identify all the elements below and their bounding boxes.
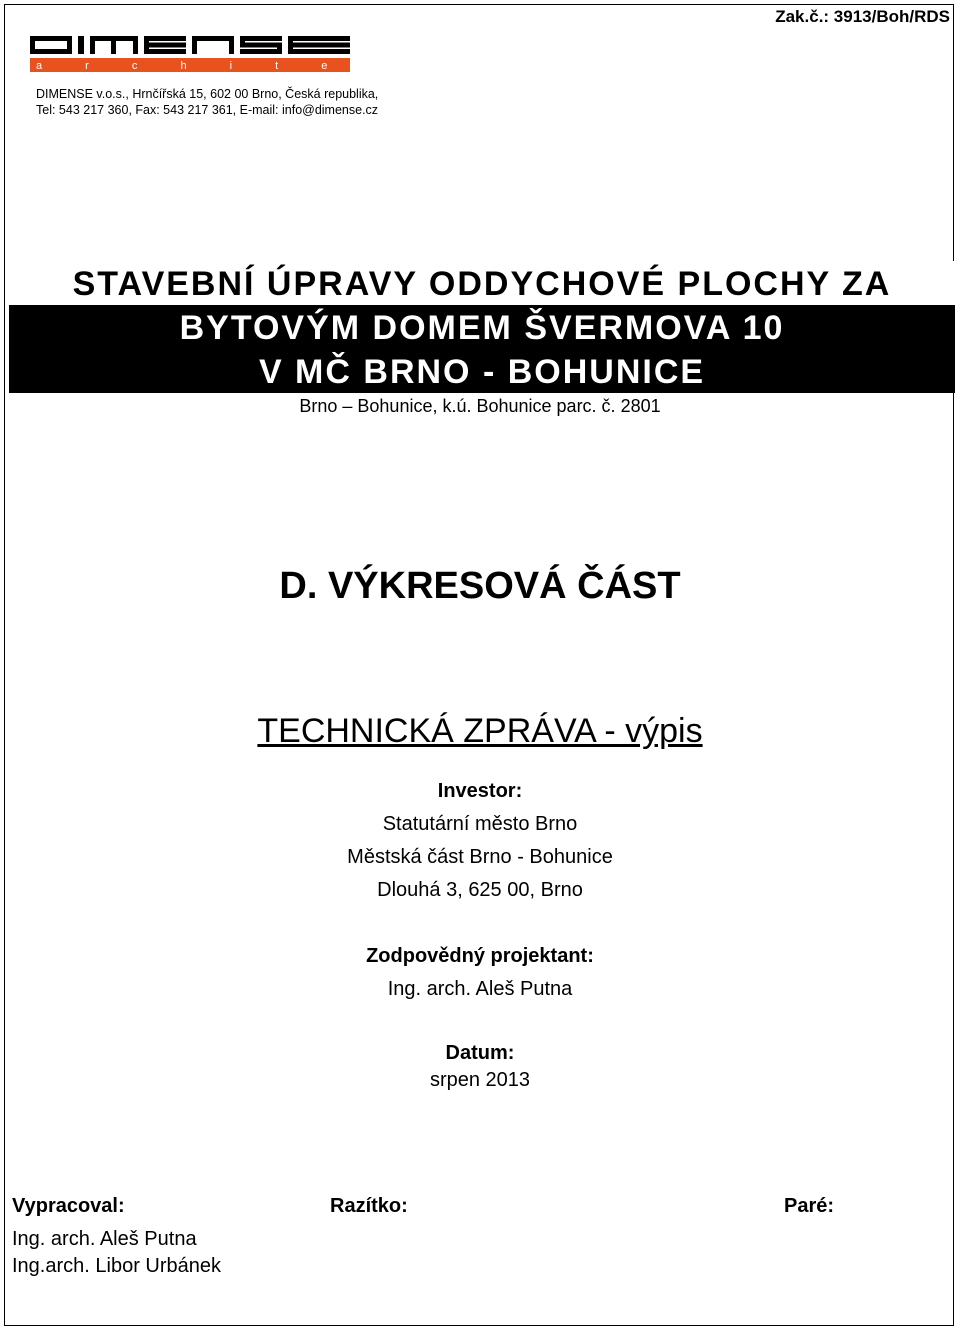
order-number: Zak.č.: 3913/Boh/RDS [775, 7, 950, 26]
project-location: Brno – Bohunice, k.ú. Bohunice parc. č. 2801 [299, 396, 661, 416]
logo-subtext: a r c h i t e c t s [36, 60, 491, 72]
investor-line-2: Městská část Brno - Bohunice [347, 846, 613, 868]
prepared-by-label: Vypracoval: [12, 1195, 125, 1217]
designer-name: Ing. arch. Aleš Putna [387, 978, 573, 1000]
title-line-1: STAVEBNÍ ÚPRAVY ODDYCHOVÉ PLOCHY ZA [9, 261, 955, 305]
investor-line-3: Dlouhá 3, 625 00, Brno [377, 879, 583, 901]
section-heading: D. VÝKRESOVÁ ČÁST [279, 565, 681, 607]
stamp-label: Razítko: [330, 1195, 408, 1217]
page-frame [4, 4, 954, 1326]
investor-block [0, 775, 960, 907]
company-contact: Tel: 543 217 360, Fax: 543 217 361, E-mail: info@dimense.cz [36, 103, 379, 117]
date-label: Datum: [445, 1042, 515, 1064]
company-address: DIMENSE v.o.s., Hrnčířská 15, 602 00 Brno, Česká republika, [36, 87, 379, 101]
document-title: TECHNICKÁ ZPRÁVA - výpis [257, 712, 703, 750]
copies-label: Paré: [784, 1195, 835, 1217]
designer-block [0, 940, 960, 1006]
prepared-by-name-1: Ing. arch. Aleš Putna [12, 1228, 197, 1250]
date-value: srpen 2013 [429, 1069, 531, 1091]
company-info [36, 86, 378, 118]
dimense-logo [30, 36, 491, 74]
prepared-by-names [12, 1226, 221, 1280]
investor-line-1: Statutární město Brno [382, 813, 578, 835]
investor-label: Investor: [437, 780, 523, 802]
designer-label: Zodpovědný projektant: [366, 945, 594, 967]
title-line-2: BYTOVÝM DOMEM ŠVERMOVA 10 [179, 309, 785, 347]
date-block [0, 1040, 960, 1094]
title-line-3: V MČ BRNO - BOHUNICE [258, 353, 706, 391]
project-title [9, 261, 955, 393]
prepared-by-name-2: Ing.arch. Libor Urbánek [12, 1255, 222, 1277]
